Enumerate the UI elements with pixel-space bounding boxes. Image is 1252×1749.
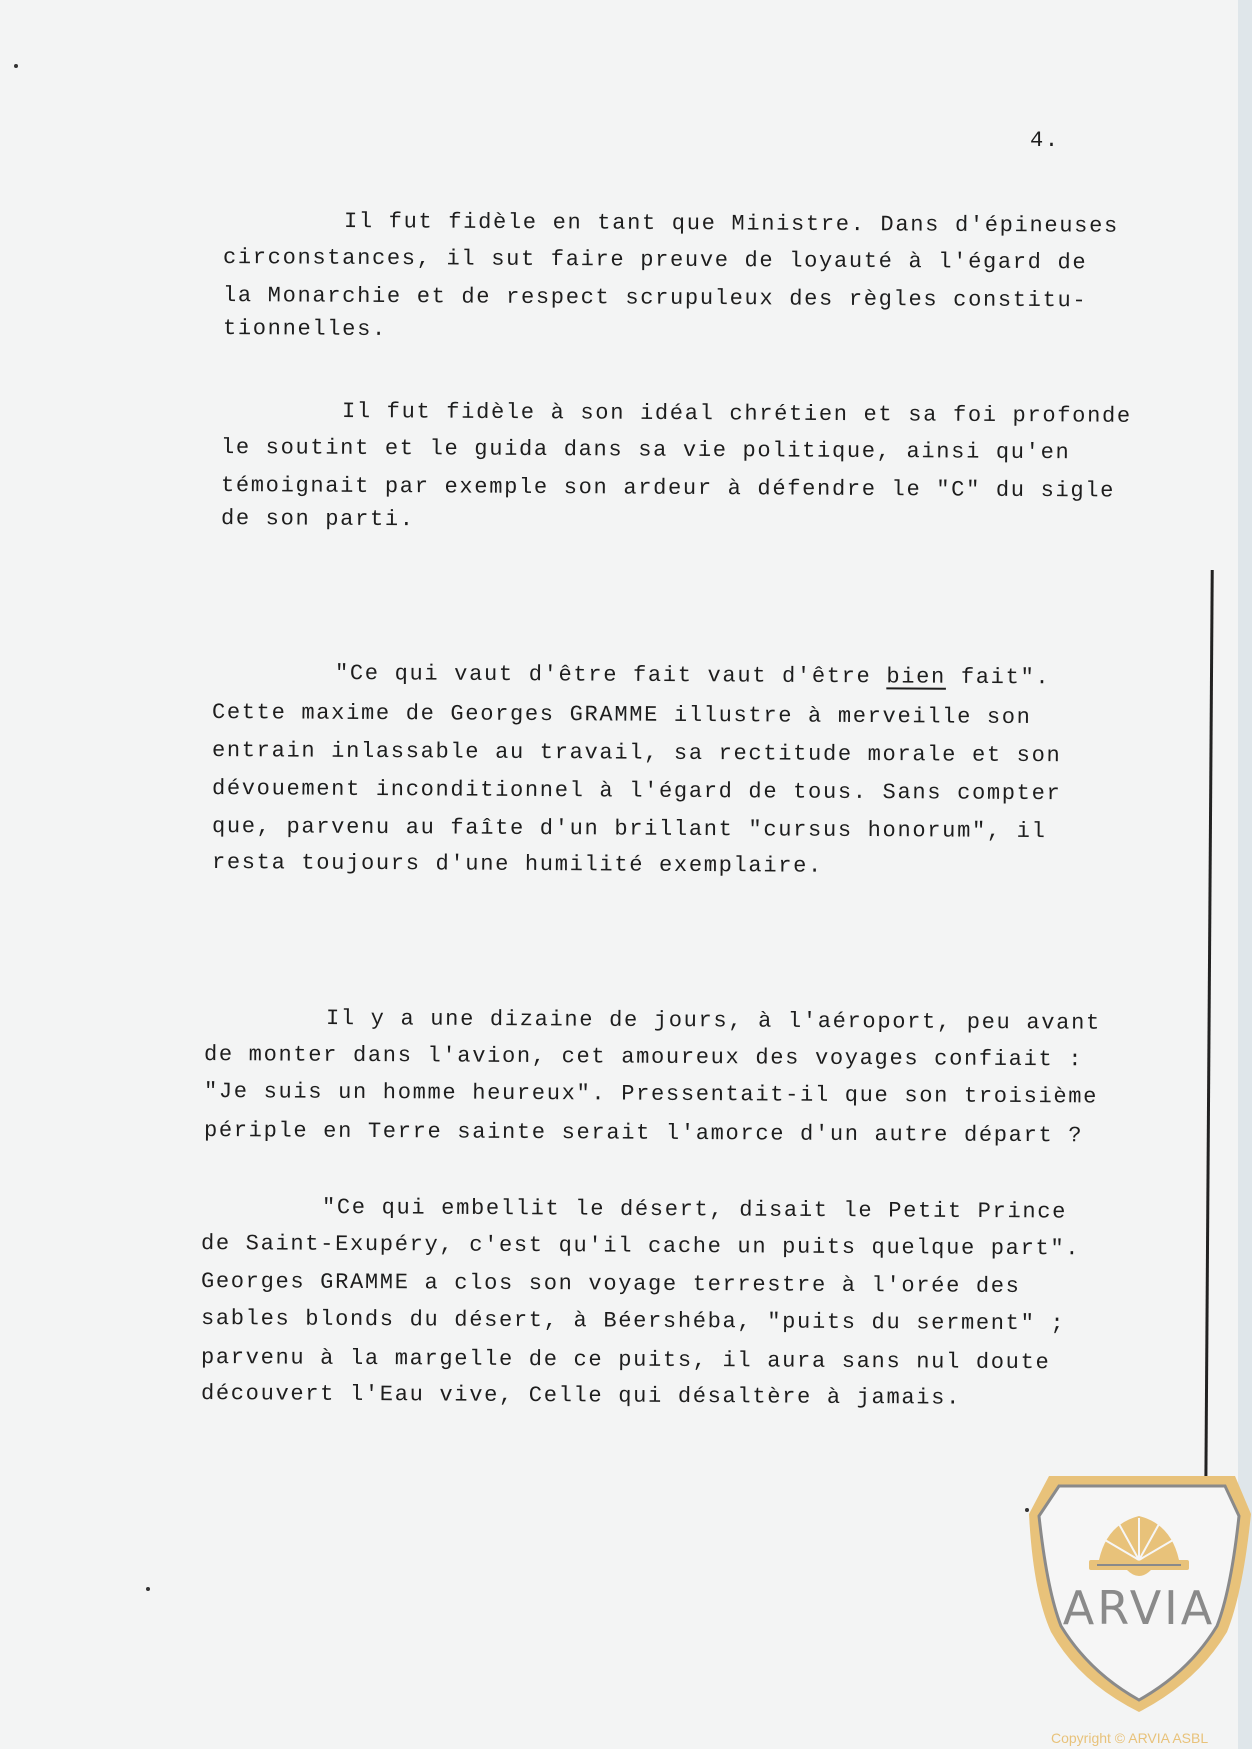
text-line — [223, 247, 1087, 274]
arvia-logo — [1027, 1472, 1252, 1717]
text-segment: parvenu à la margelle de ce puits, il aura sans nul doute — [200, 1345, 1051, 1376]
text-line — [223, 285, 1087, 312]
text-segment: Il y a une dizaine de jours, à l'aéroport, peu avant — [325, 1006, 1101, 1036]
text-segment: de monter dans l'avion, cet amoureux des voyages confiait : — [203, 1042, 1084, 1073]
text-line — [201, 1383, 961, 1410]
text-line — [223, 318, 387, 341]
scan-speck — [14, 64, 18, 68]
text-segment: de Saint-Exupéry, c'est qu'il cache un puits quelque part". — [200, 1231, 1081, 1262]
text-segment: "Ce qui embellit le désert, disait le Petit Prince — [321, 1195, 1068, 1225]
text-segment: Georges GRAMME a clos son voyage terrestre à l'orée des — [200, 1269, 1021, 1300]
text-line — [221, 437, 1071, 464]
text-segment: le soutint et le guida dans sa vie politique, ainsi qu'en — [220, 435, 1071, 466]
text-line — [212, 702, 1032, 729]
text-segment: fait". — [945, 664, 1051, 691]
text-segment: de son parti. — [220, 506, 415, 533]
text-line — [201, 1233, 1080, 1260]
text-segment: témoignait par exemple son ardeur à défendre le "C" du sigle — [220, 473, 1116, 504]
text-segment: resta toujours d'une humilité exemplaire. — [211, 850, 824, 879]
text-line — [342, 401, 1132, 428]
text-line — [326, 1008, 1101, 1035]
text-segment: sables blonds du désert, à Béershéba, "puits du serment" ; — [200, 1306, 1066, 1337]
text-line — [221, 508, 415, 531]
text-segment: la Monarchie et de respect scrupuleux des règles constitu- — [222, 283, 1088, 314]
text-segment: dévouement inconditionnel à l'égard de tous. Sans compter — [211, 776, 1062, 807]
underlined-word: bien — [886, 664, 947, 690]
page-number: 4. — [1030, 128, 1060, 153]
text-segment: Il fut fidèle en tant que Ministre. Dans d'épineuses — [343, 209, 1119, 239]
logo-text: ARVIA — [1062, 1581, 1216, 1635]
text-line — [204, 1081, 1098, 1108]
text-line — [344, 211, 1119, 238]
text-line — [201, 1271, 1021, 1298]
text-segment: Cette maxime de Georges GRAMME illustre à merveille son — [211, 700, 1032, 731]
text-line — [212, 740, 1062, 767]
text-segment: périple en Terre sainte serait l'amorce d'un autre départ ? — [203, 1118, 1084, 1149]
text-line — [201, 1308, 1065, 1335]
text-line — [335, 663, 1050, 689]
text-segment: circonstances, il sut faire preuve de loyauté à l'égard de — [222, 245, 1088, 276]
text-segment: tionnelles. — [222, 316, 388, 343]
copyright-notice: Copyright © ARVIA ASBL — [1051, 1730, 1209, 1746]
text-line — [212, 852, 823, 878]
text-line — [201, 1347, 1051, 1374]
scan-speck — [146, 1587, 150, 1591]
text-segment: entrain inlassable au travail, sa rectitude morale et son — [211, 738, 1062, 769]
text-line — [212, 778, 1062, 805]
text-line — [322, 1197, 1067, 1224]
text-line — [204, 1120, 1083, 1147]
text-line — [221, 475, 1115, 502]
text-segment: que, parvenu au faîte d'un brillant "cursus honorum", il — [211, 814, 1047, 845]
text-segment: "Je suis un homme heureux". Pressentait-il que son troisième — [203, 1079, 1099, 1110]
text-segment: découvert l'Eau vive, Celle qui désaltère à jamais. — [200, 1381, 962, 1411]
text-line — [204, 1044, 1083, 1071]
text-line — [212, 816, 1047, 843]
text-segment: "Ce qui vaut d'être fait vaut d'être — [334, 661, 887, 690]
text-segment: Il fut fidèle à son idéal chrétien et sa foi profonde — [341, 399, 1132, 429]
